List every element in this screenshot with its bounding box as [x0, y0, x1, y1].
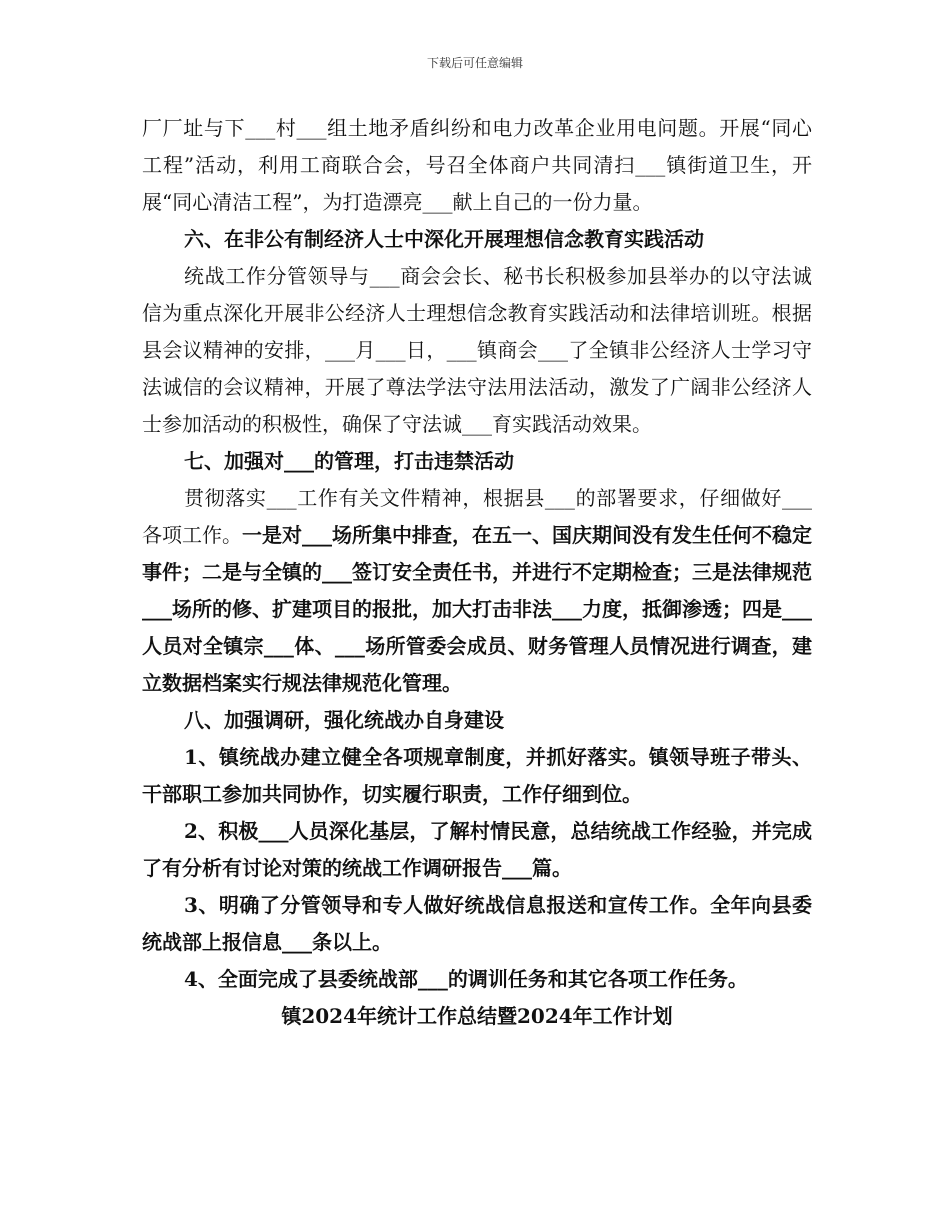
- list-item-2: 2、积极___人员深化基层，了解村情民意，总结统战工作经验，并完成了有分析有讨论对策的统战工作调研报告___篇。: [142, 819, 812, 880]
- list-item-4: 4、全面完成了县委统战部___的调训任务和其它各项工作任务。: [184, 967, 748, 991]
- paragraph-section-6: 统战工作分管领导与___商会会长、秘书长积极参加县举办的以守法诚信为重点深化开展非公经济人士理想信念教育实践活动和法律培训班。根据县会议精神的安排，___月___日，___镇商会___了全镇非公经济人士学习守法诚信的会议精神，开展了尊法学法守法用法活动，激发了广阔非公经济人士参加活动的积极性，确保了守法诚___育实践活动效果。: [142, 264, 812, 436]
- paragraph-section-7: [142, 480, 812, 702]
- list-item-3: 3、明确了分管领导和专人做好统战信息报送和宣传工作。全年向县委统战部上报信息___条以上。: [142, 893, 812, 954]
- document-title: 镇2024年统计工作总结暨2024年工作计划: [281, 1004, 673, 1028]
- page-header: 下载后可任意编辑: [426, 56, 523, 70]
- document-body: [142, 110, 812, 1035]
- paragraph-section-7-details: 一是对___场所集中排查，在五一、国庆期间没有发生任何不稳定事件；二是与全镇的___签订安全责任书，并进行不定期检查；三是法律规范___场所的修、扩建项目的报批，加大打击非法___力度，抵御渗透；四是___人员对全镇宗___体、___场所管委会成员、财务管理人员情况进行调查，建立数据档案实行规法律规范化管理。: [142, 523, 812, 695]
- list-item-1: 1、镇统战办建立健全各项规章制度，并抓好落实。镇领导班子带头、干部职工参加共同协作，切实履行职责，工作仔细到位。: [142, 745, 812, 806]
- section-heading-7: 七、加强对___的管理，打击违禁活动: [184, 449, 514, 473]
- section-heading-6: 六、在非公有制经济人士中深化开展理想信念教育实践活动: [184, 227, 704, 251]
- section-heading-8: 八、加强调研，强化统战办自身建设: [184, 708, 504, 732]
- paragraph-continuation: 厂厂址与下___村___组土地矛盾纠纷和电力改革企业用电问题。开展“同心工程”活动，利用工商联合会，号召全体商户共同清扫___镇街道卫生，开展“同心清洁工程”，为打造漂亮___献上自己的一份力量。: [142, 116, 812, 214]
- paragraph-section-7-intro: 贯彻落实___工作有关文件精神，根据县___的部署要求，仔细做好___各项工作。: [142, 486, 812, 547]
